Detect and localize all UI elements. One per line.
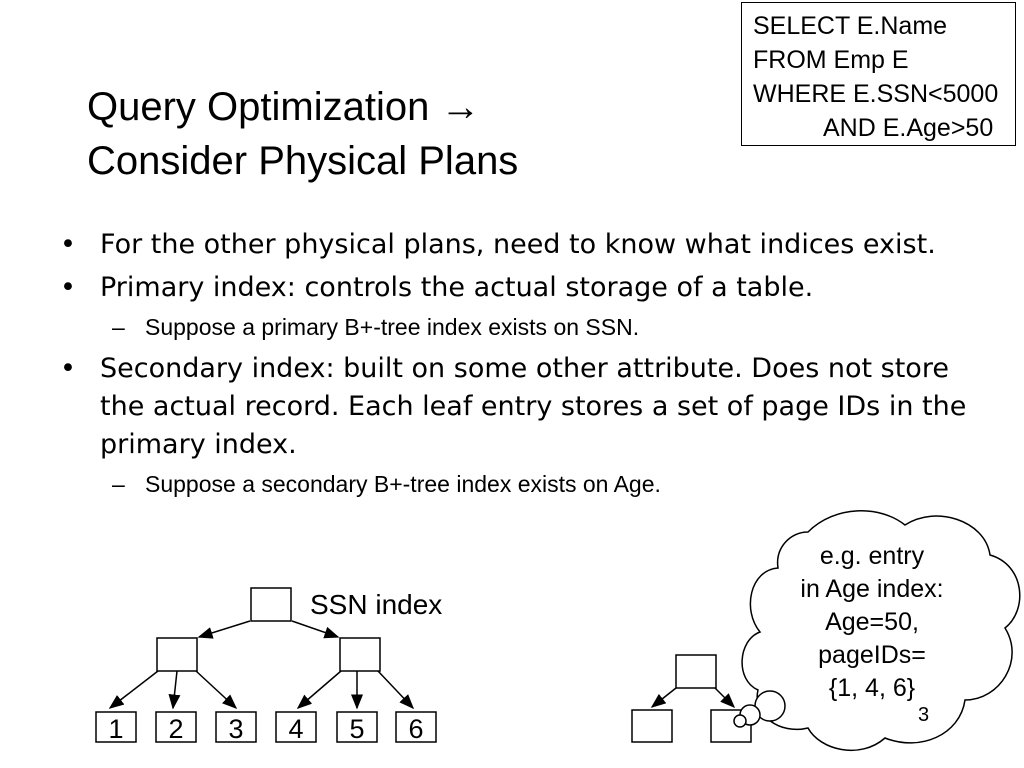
ssn-edge — [378, 671, 413, 708]
sql-line-and: AND E.Age>50 — [823, 114, 994, 142]
ssn-edge — [173, 671, 177, 708]
ssn-leaf-label: 1 — [108, 714, 124, 744]
cloud-tail-bubble — [734, 715, 746, 727]
sub-bullet-text: Suppose a primary B+-tree index exists on SSN. — [145, 314, 640, 340]
sql-line-from: FROM Emp E — [753, 46, 909, 74]
title-line-2: Consider Physical Plans — [87, 139, 519, 183]
callout-line: e.g. entry — [819, 542, 925, 570]
ssn-leaf-label: 5 — [349, 714, 365, 744]
ssn-edge — [298, 671, 341, 708]
title-line-1: Query Optimization — [87, 85, 430, 129]
bullet-text: Secondary index: built on some other attribute. Does not store the actual record. Each leaf entry stores a set of page IDs in the primary index. — [100, 353, 967, 460]
bullet-dot-icon: • — [60, 272, 76, 303]
age-leaf-node — [632, 710, 672, 742]
age-index-tree — [632, 655, 751, 742]
right-arrow-icon: → — [440, 85, 481, 129]
bullet-text: Primary index: controls the actual storage of a table. — [100, 272, 814, 303]
ssn-root-node — [251, 588, 291, 621]
callout-line: in Age index: — [800, 575, 944, 603]
sub-bullet-text: Suppose a secondary B+-tree index exists on Age. — [145, 471, 661, 497]
page-number: 3 — [918, 704, 930, 726]
ssn-edge — [292, 621, 338, 637]
age-edge — [652, 688, 676, 707]
callout-line: {1, 4, 6} — [828, 674, 916, 702]
sql-line-where: WHERE E.SSN<5000 — [753, 80, 999, 108]
ssn-inner-node-right — [340, 638, 380, 671]
ssn-leaf-label: 4 — [288, 714, 304, 744]
sql-line-select: SELECT E.Name — [753, 12, 948, 40]
bullet-text: For the other physical plans, need to know what indices exist. — [100, 229, 936, 260]
bullet-dot-icon: • — [60, 229, 76, 260]
ssn-leaf-label: 3 — [228, 714, 244, 744]
ssn-edge — [199, 621, 250, 637]
callout-line: Age=50, — [825, 608, 919, 636]
ssn-inner-node-left — [157, 638, 197, 671]
callout-text — [772, 540, 972, 705]
dash-icon: – — [112, 314, 125, 340]
dash-icon: – — [112, 471, 125, 497]
ssn-leaf-label: 6 — [408, 714, 424, 744]
bullet-dot-icon: • — [60, 353, 76, 384]
ssn-edge — [110, 671, 158, 708]
ssn-index-label: SSN index — [310, 589, 443, 620]
ssn-leaf-label: 2 — [168, 714, 184, 744]
ssn-edge — [196, 671, 236, 708]
age-root-node — [676, 655, 716, 688]
age-edge — [715, 688, 734, 707]
callout-line: pageIDs= — [818, 641, 926, 669]
